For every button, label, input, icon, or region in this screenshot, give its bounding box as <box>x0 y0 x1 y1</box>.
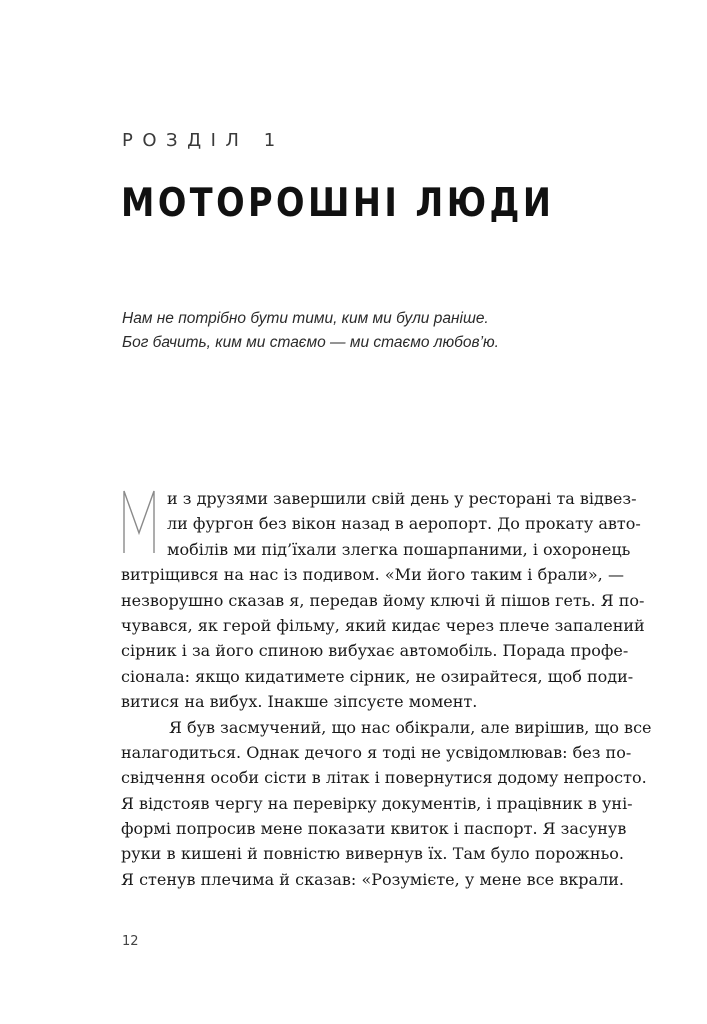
body-line: налагодиться. Однак дечого я тоді не усвідомлював: без по- <box>121 742 632 762</box>
body-line: формі попросив мене показати квиток і паспорт. Я засунув <box>121 819 627 839</box>
body-line: витріщився на нас із подивом. «Ми його таким і брали», — <box>121 565 624 585</box>
body-line: незворушно сказав я, передав йому ключі й пішов геть. Я по- <box>121 590 645 610</box>
chapter-title: МОТОРОШНІ ЛЮДИ <box>121 181 555 226</box>
body-line: свідчення особи сісти в літак і повернутися додому непросто. <box>121 768 647 788</box>
body-text <box>121 486 652 892</box>
body-line: витися на вибух. Інакше зіпсуєте момент. <box>121 692 478 712</box>
body-line: ли фургон без вікон назад в аеропорт. До прокату авто- <box>167 514 641 534</box>
body-line: сірник і за його спиною вибухає автомобіль. Порада профе- <box>121 641 629 661</box>
body-line: чувався, як герой фільму, який кидає через плече запалений <box>121 615 645 635</box>
body-line: мобілів ми під’їхали злегка пошарпаними, і охоронець <box>167 539 631 559</box>
body-line: и з друзями завершили свій день у ресторані та відвез- <box>167 489 637 508</box>
body-line: сіонала: якщо кидатимете сірник, не озирайтеся, щоб поди- <box>121 666 634 686</box>
chapter-label: РОЗДІЛ 1 <box>122 130 285 151</box>
drop-cap <box>121 489 157 555</box>
body-line: Я стенув плечима й сказав: «Розумієте, у мене все вкрали. <box>121 869 624 889</box>
body-line: Я відстояв чергу на перевірку документів, і працівник в уні- <box>121 793 633 813</box>
epigraph-line: Нам не потрібно бути тими, ким ми були раніше. <box>122 310 489 327</box>
body-line: руки в кишені й повністю вивернув їх. Там було порожньо. <box>121 844 624 864</box>
body-line: Я був засмучений, що нас обікрали, але вирішив, що все <box>169 717 652 737</box>
epigraph <box>122 307 499 355</box>
epigraph-line: Бог бачить, ким ми стаємо — ми стаємо любов’ю. <box>122 334 499 351</box>
page-number: 12 <box>122 934 139 949</box>
